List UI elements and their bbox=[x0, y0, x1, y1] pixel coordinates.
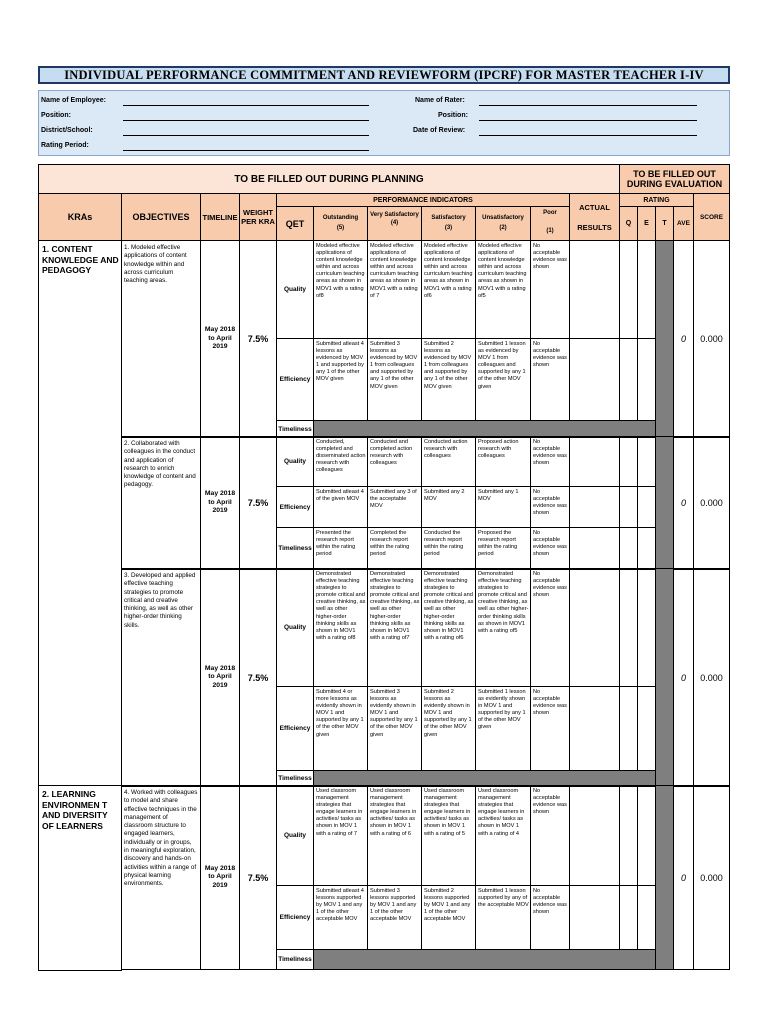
timeliness-actual-results[interactable] bbox=[569, 527, 620, 570]
timeliness-qet-label: Timeliness bbox=[276, 770, 314, 787]
quality-indicator-5: Conducted, completed and disseminated action research with colleagues bbox=[313, 436, 368, 487]
efficiency-indicator-1: No acceptable evidence was shown bbox=[530, 885, 570, 950]
quality-actual-results[interactable] bbox=[569, 568, 620, 687]
weight-cell: 7.5% bbox=[239, 436, 277, 570]
efficiency-qet-label: Efficiency bbox=[276, 486, 314, 528]
review-date-field[interactable] bbox=[479, 135, 697, 136]
quality-indicator-1: No acceptable evidence was shown bbox=[530, 785, 570, 886]
quality-indicator-5: Used classroom management strategies that engage learners in activities/ tasks as shown in MOV 1 with a rating of 7 bbox=[313, 785, 368, 886]
timeliness-indicator-1: No acceptable evidence was shown bbox=[530, 527, 570, 570]
rating-t-cell[interactable] bbox=[655, 568, 674, 787]
timeliness-indicator-5: Presented the research report within the rating period bbox=[313, 527, 368, 570]
employee-name-field[interactable] bbox=[123, 105, 369, 106]
rating-e-cell[interactable] bbox=[637, 436, 656, 487]
rating-t-header: T bbox=[655, 206, 674, 241]
rating-e-cell[interactable] bbox=[637, 568, 656, 687]
timeliness-qet-label: Timeliness bbox=[276, 420, 314, 438]
rating-e-header: E bbox=[637, 206, 656, 241]
quality-indicator-4: Conducted and completed action research with colleagues bbox=[367, 436, 422, 487]
rating-e-cell[interactable] bbox=[637, 686, 656, 771]
rating-e-cell[interactable] bbox=[637, 338, 656, 421]
efficiency-indicator-2: Submitted 1 lesson supported by any of the acceptable MOV bbox=[475, 885, 531, 950]
quality-indicator-1: No acceptable evidence was shown bbox=[530, 240, 570, 339]
efficiency-indicator-5: Submitted atleast 4 lessons supported by MOV 1 and any 1 of the other acceptable MOV bbox=[313, 885, 368, 950]
efficiency-indicator-4: Submitted any 3 of the acceptable MOV bbox=[367, 486, 422, 528]
rating-q-cell[interactable] bbox=[619, 568, 638, 687]
rater-position-field[interactable] bbox=[479, 120, 697, 121]
score-header: SCORE bbox=[693, 193, 730, 241]
rating-e-cell[interactable] bbox=[637, 240, 656, 339]
rating-q-cell[interactable] bbox=[619, 686, 638, 771]
efficiency-qet-label: Efficiency bbox=[276, 686, 314, 771]
efficiency-indicator-3: Submitted 2 lessons supported by MOV 1 and any 1 of the other acceptable MOV bbox=[421, 885, 476, 950]
quality-indicator-2: Used classroom management strategies that engage learners in activities/ tasks as shown in MOV 1 with a rating of 4 bbox=[475, 785, 531, 886]
info-label-position: Position: bbox=[41, 112, 71, 119]
ave-cell: 0 bbox=[673, 568, 694, 787]
timeline-cell: May 2018 to April 2019 bbox=[200, 240, 240, 438]
info-label-district: District/School: bbox=[41, 127, 93, 134]
quality-actual-results[interactable] bbox=[569, 240, 620, 339]
form-title: INDIVIDUAL PERFORMANCE COMMITMENT AND REVIEWFORM (IPCRF) FOR MASTER TEACHER I-IV bbox=[38, 66, 730, 84]
efficiency-indicator-3: Submitted 2 lessons as evidently shown in MOV 1 and supported by any 1 of the other MOV given bbox=[421, 686, 476, 771]
weight-cell: 7.5% bbox=[239, 568, 277, 787]
score-cell: 0.000 bbox=[693, 436, 730, 570]
timeline-cell: May 2018 to April 2019 bbox=[200, 568, 240, 787]
rating-q-cell[interactable] bbox=[619, 436, 638, 487]
quality-actual-results[interactable] bbox=[569, 785, 620, 886]
position-field[interactable] bbox=[123, 120, 369, 121]
ave-cell: 0 bbox=[673, 240, 694, 438]
quality-indicator-3: Modeled effective applications of content knowledge within and across curriculum teaching areas as shown in MOV1 with a rating of6 bbox=[421, 240, 476, 339]
efficiency-indicator-4: Submitted 3 lessons as evidently shown in MOV 1 and supported by any 1 of the other MOV given bbox=[367, 686, 422, 771]
objective-cell: 3. Developed and applied effective teaching strategies to promote critical and creative thinking, as well as other higher-order thinking skills. bbox=[121, 568, 201, 787]
timeliness-qet-label: Timeliness bbox=[276, 949, 314, 970]
rating-t-cell[interactable] bbox=[655, 785, 674, 970]
timeliness-indicator-3: Conducted the research report within the rating period bbox=[421, 527, 476, 570]
efficiency-indicator-1: No acceptable evidence was shown bbox=[530, 486, 570, 528]
quality-qet-label: Quality bbox=[276, 436, 314, 487]
timeliness-indicator-2: Proposed the research report within the rating period bbox=[475, 527, 531, 570]
rating-q-cell[interactable] bbox=[619, 785, 638, 886]
objective-cell: 4. Worked with colleagues to model and share effective techniques in the management of classroom structure to engaged learners, individually or in groups, in meaningful exploration, discovery and hands-on activities within a range of physical learning environments. bbox=[121, 785, 201, 970]
satisfactory-header: Satisfactory (3) bbox=[421, 206, 476, 241]
ave-cell: 0 bbox=[673, 785, 694, 970]
kras-header: KRAs bbox=[38, 193, 122, 241]
rating-e-cell[interactable] bbox=[637, 785, 656, 886]
timeliness-disabled bbox=[313, 949, 656, 970]
efficiency-indicator-1: No acceptable evidence was shown bbox=[530, 686, 570, 771]
outstanding-header: Outstanding (5) bbox=[313, 206, 368, 241]
rating-t-cell[interactable] bbox=[655, 240, 674, 438]
rating-e-cell[interactable] bbox=[637, 486, 656, 528]
timeliness-indicator-4: Completed the research report within the rating period bbox=[367, 527, 422, 570]
district-field[interactable] bbox=[123, 135, 369, 136]
rating-t-cell[interactable] bbox=[655, 436, 674, 570]
quality-indicator-3: Conducted action research with colleagues bbox=[421, 436, 476, 487]
score-cell: 0.000 bbox=[693, 240, 730, 438]
qet-header: QET bbox=[276, 206, 314, 241]
ave-cell: 0 bbox=[673, 436, 694, 570]
efficiency-actual-results[interactable] bbox=[569, 486, 620, 528]
planning-header: TO BE FILLED OUT DURING PLANNING bbox=[38, 164, 620, 194]
quality-indicator-4: Used classroom management strategies that engage learners in activities/ tasks as shown in MOV 1 with a rating of 6 bbox=[367, 785, 422, 886]
very-satisfactory-header: Very Satisfactory (4) bbox=[367, 206, 422, 241]
quality-qet-label: Quality bbox=[276, 568, 314, 687]
rating-period-field[interactable] bbox=[123, 150, 369, 151]
timeline-cell: May 2018 to April 2019 bbox=[200, 436, 240, 570]
rating-q-cell[interactable] bbox=[619, 527, 638, 570]
efficiency-actual-results[interactable] bbox=[569, 686, 620, 771]
efficiency-indicator-5: Submitted 4 or more lessons as evidently shown in MOV 1 and supported by any 1 of the other MOV given bbox=[313, 686, 368, 771]
info-label-rating-period: Rating Period: bbox=[41, 142, 89, 149]
poor-header: Poor (1) bbox=[530, 206, 570, 241]
quality-indicator-1: No acceptable evidence was shown bbox=[530, 436, 570, 487]
objectives-header: OBJECTIVES bbox=[121, 193, 201, 241]
efficiency-indicator-5: Submitted atleast 4 lessons as evidenced by MOV 1 and supported by any 1 of the other MOV given bbox=[313, 338, 368, 421]
timeline-cell: May 2018 to April 2019 bbox=[200, 785, 240, 970]
efficiency-actual-results[interactable] bbox=[569, 885, 620, 950]
timeliness-qet-label: Timeliness bbox=[276, 527, 314, 570]
efficiency-indicator-4: Submitted 3 lessons as evidenced by MOV 1 from colleagues and supported by any 1 of the other MOV given bbox=[367, 338, 422, 421]
info-label-review-date: Date of Review: bbox=[413, 127, 466, 134]
quality-qet-label: Quality bbox=[276, 785, 314, 886]
efficiency-indicator-1: No acceptable evidence was shown bbox=[530, 338, 570, 421]
objective-cell: 2. Collaborated with colleagues in the conduct and application of research to enrich knowledge of content and pedagogy. bbox=[121, 436, 201, 570]
weight-cell: 7.5% bbox=[239, 240, 277, 438]
rating-q-header: Q bbox=[619, 206, 638, 241]
weight-cell: 7.5% bbox=[239, 785, 277, 970]
efficiency-qet-label: Efficiency bbox=[276, 885, 314, 950]
objective-cell: 1. Modeled effective applications of content knowledge within and across curriculum teaching areas. bbox=[121, 240, 201, 438]
info-label-employee: Name of Employee: bbox=[41, 97, 106, 104]
quality-indicator-5: Modeled effective applications of content knowledge within and across curriculum teaching areas as shown in MOV1 with a rating of8 bbox=[313, 240, 368, 339]
kra-cell: 2. LEARNING ENVIRONMEN T AND DIVERSITY OF LEARNERS bbox=[38, 785, 122, 971]
weight-header: WEIGHT PER KRA bbox=[239, 193, 277, 241]
efficiency-indicator-2: Submitted any 1 MOV bbox=[475, 486, 531, 528]
quality-actual-results[interactable] bbox=[569, 436, 620, 487]
efficiency-qet-label: Efficiency bbox=[276, 338, 314, 421]
rating-e-cell[interactable] bbox=[637, 527, 656, 570]
efficiency-indicator-2: Submitted 1 lesson as evidenced by MOV 1 from colleagues and supported by any 1 of the other MOV given bbox=[475, 338, 531, 421]
quality-indicator-4: Demonstrated effective teaching strategies to promote critical and creative thinking, as well as other higher-order thinking skills as shown in MOV1 with a rating of7 bbox=[367, 568, 422, 687]
quality-indicator-3: Demonstrated effective teaching strategies to promote critical and creative thinking, as well as other higher-order thinking skills as shown in MOV1 with a rating of6 bbox=[421, 568, 476, 687]
quality-indicator-2: Demonstrated effective teaching strategies to promote critical and creative thinking, as well as other higher-order thinking skills as shown in MOV1 with a rating of5 bbox=[475, 568, 531, 687]
efficiency-indicator-4: Submitted 3 lessons supported by MOV 1 and any 1 of the other acceptable MOV bbox=[367, 885, 422, 950]
info-label-rater: Name of Rater: bbox=[415, 97, 465, 104]
quality-indicator-5: Demonstrated effective teaching strategies to promote critical and creative thinking, as well as other higher-order thinking skills as shown in MOV1 with a rating of8 bbox=[313, 568, 368, 687]
rating-header: RATING bbox=[619, 193, 694, 207]
rating-e-cell[interactable] bbox=[637, 885, 656, 950]
actual-results-header: ACTUAL RESULTS bbox=[569, 193, 620, 241]
quality-qet-label: Quality bbox=[276, 240, 314, 339]
rating-ave-header: AVE bbox=[673, 206, 694, 241]
quality-indicator-3: Used classroom management strategies that engage learners in activities/ tasks as shown in MOV 1 with a rating of 5 bbox=[421, 785, 476, 886]
rater-name-field[interactable] bbox=[479, 105, 697, 106]
evaluation-header: TO BE FILLED OUT DURING EVALUATION bbox=[619, 164, 730, 194]
efficiency-indicator-2: Submitted 1 lesson as evidently shown in MOV 1 and supported by any 1 of the other MOV given bbox=[475, 686, 531, 771]
quality-indicator-2: Proposed action research with colleagues bbox=[475, 436, 531, 487]
efficiency-indicator-5: Submitted atleast 4 of the given MOV bbox=[313, 486, 368, 528]
quality-indicator-4: Modeled effective applications of content knowledge within and across curriculum teaching areas as shown in MOV1 with a rating of 7 bbox=[367, 240, 422, 339]
score-cell: 0.000 bbox=[693, 785, 730, 970]
performance-indicators-header: PERFORMANCE INDICATORS bbox=[276, 193, 570, 207]
info-label-rater-position: Position: bbox=[438, 112, 468, 119]
efficiency-indicator-3: Submitted 2 lessons as evidenced by MOV 1 from colleagues and supported by any 1 of the other MOV given bbox=[421, 338, 476, 421]
score-cell: 0.000 bbox=[693, 568, 730, 787]
kra-cell: 1. CONTENT KNOWLEDGE AND PEDAGOGY bbox=[38, 240, 122, 786]
efficiency-indicator-3: Submitted any 2 MOV bbox=[421, 486, 476, 528]
quality-indicator-1: No acceptable evidence was shown bbox=[530, 568, 570, 687]
rating-q-cell[interactable] bbox=[619, 338, 638, 421]
efficiency-actual-results[interactable] bbox=[569, 338, 620, 421]
rating-q-cell[interactable] bbox=[619, 885, 638, 950]
employee-info-panel bbox=[38, 90, 730, 156]
unsatisfactory-header: Unsatisfactory (2) bbox=[475, 206, 531, 241]
timeline-header: TIMELINE bbox=[200, 193, 240, 241]
rating-q-cell[interactable] bbox=[619, 486, 638, 528]
rating-q-cell[interactable] bbox=[619, 240, 638, 339]
quality-indicator-2: Modeled effective applications of content knowledge within and across curriculum teaching areas as shown in MOV1 with a rating of5 bbox=[475, 240, 531, 339]
